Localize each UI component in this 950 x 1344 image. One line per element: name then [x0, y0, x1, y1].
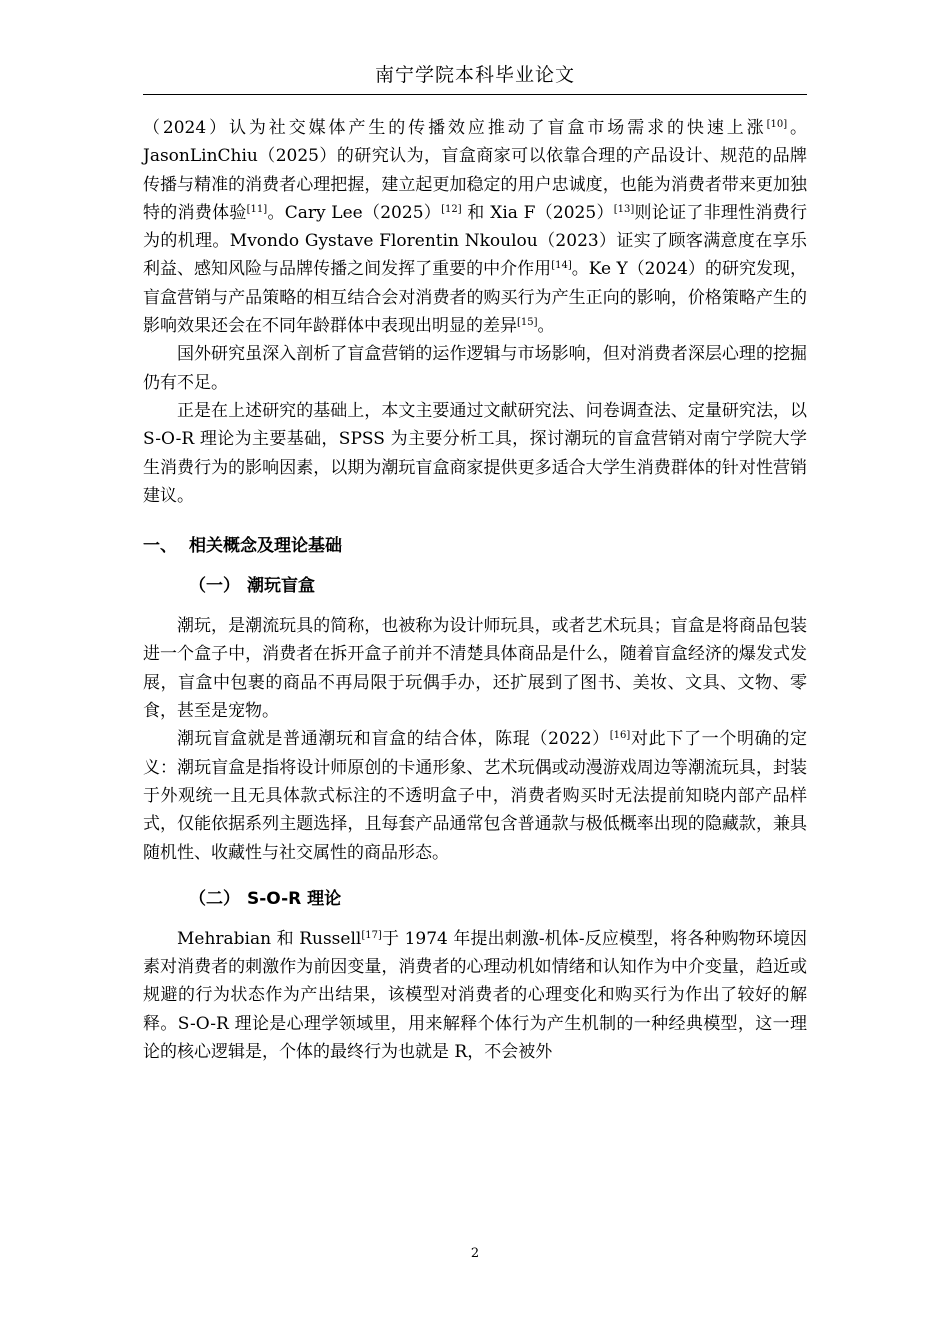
text-run: 潮玩盲盒就是普通潮玩和盲盒的结合体，陈琨（2022）: [177, 729, 610, 750]
text-run: 于 1974 年提出刺激-机体-反应模型，将各种购物环境因素对消费者的刺激作为前因变量，消费者的心理动机如情绪和认知作为中介变量，趋近或规避的行为状态作为产出结果，该模型对消费者的心理变化和购买行为作出了较好的解释。S-O-R 理论是心理学领域里，用来解释个体行为产生机制的一种经典模型，这一理论的核心逻辑是，个体的最终行为也就是 R，不会被外: [143, 928, 807, 1063]
paragraph-chaowan-definition: 潮玩，是潮流玩具的简称，也被称为设计师玩具，或者艺术玩具；盲盒是将商品包装进一个盒子中，消费者在拆开盒子前并不清楚具体商品是什么，随着盲盒经济的爆发式发展，盲盒中包裹的商品不再局限于玩偶手办，还扩展到了图书、美妆、文具、文物、零食，甚至是宠物。: [143, 616, 807, 722]
text-run: 。: [537, 316, 555, 337]
subsection-number: （二）: [189, 888, 240, 909]
citation-ref: [16]: [609, 730, 631, 742]
text-run: 和 Xia F（2025）: [461, 202, 614, 223]
section-heading: [143, 532, 807, 560]
citation-ref: [11]: [246, 203, 268, 215]
subsection-heading: [143, 885, 807, 913]
citation-ref: [12]: [441, 203, 462, 215]
section-title: 相关概念及理论基础: [189, 536, 342, 557]
citation-ref: [15]: [517, 317, 538, 329]
header-divider: [143, 94, 807, 95]
page-header-title: 南宁学院本科毕业论文: [374, 64, 575, 86]
subsection-title: S-O-R 理论: [247, 888, 342, 909]
text-run: 则论证了非理性消费行为的机理。Mvondo Gystave Florentin Nkoulou（2023）证实了顾客满意度在享乐利益、感知风险与品牌传播之间发挥了重要的中介作用: [143, 202, 808, 280]
section-number: 一、: [143, 536, 177, 557]
text-run: Mehrabian 和 Russell: [177, 928, 362, 949]
paragraph-research-method: 正是在上述研究的基础上，本文主要通过文献研究法、问卷调查法、定量研究法，以 S-O-R 理论为主要基础，SPSS 为主要分析工具，探讨潮玩的盲盒营销对南宁学院大学生消费行为的影响因素，以期为潮玩盲盒商家提供更多适合大学生消费群体的针对性营销建议。: [143, 400, 807, 506]
citation-ref: [14]: [551, 260, 572, 272]
text-run: 。Ke Y（2024）的研究发现，盲盒营销与产品策略的相互结合会对消费者的购买行为产生正向的影响，价格策略产生的影响效果还会在不同年龄群体中表现出明显的差异: [143, 259, 808, 337]
subsection-heading: [143, 572, 807, 600]
paragraph-sor-theory: [143, 925, 807, 1066]
paragraph-blind-box-definition: [143, 725, 807, 866]
subsection-title: 潮玩盲盒: [247, 576, 315, 597]
citation-ref: [10]: [766, 119, 788, 130]
subsection-number: （一）: [189, 576, 240, 597]
text-run: 对此下了一个明确的定义：潮玩盲盒是指将设计师原创的卡通形象、艺术玩偶或动漫游戏周边等潮流玩具，封装于外观统一且无具体款式标注的不透明盒子中，消费者购买时无法提前知晓内部产品样式，仅能依据系列主题选择，且每套产品通常包含普通款与极低概率出现的隐藏款，兼具随机性、收藏性与社交属性的商品形态。: [143, 729, 808, 863]
page-number: 2: [470, 1246, 480, 1261]
citation-ref: [13]: [613, 203, 635, 215]
text-run: （2024）认为社交媒体产生的传播效应推动了盲盒市场需求的快速上涨: [143, 118, 767, 138]
paragraph-foreign-research: [143, 114, 807, 340]
text-run: 。Cary Lee（2025）: [267, 202, 442, 223]
citation-ref: [17]: [361, 929, 382, 941]
document-body: [143, 114, 807, 1066]
paragraph-research-gap: 国外研究虽深入剖析了盲盒营销的运作逻辑与市场影响，但对消费者深层心理的挖掘仍有不足。: [143, 344, 807, 393]
text-run: 。JasonLinChiu（2025）的研究认为，盲盒商家可以依靠合理的产品设计、规范的品牌传播与精准的消费者心理把握，建立起更加稳定的用户忠诚度，也能为消费者带来更加独特的消费体验: [143, 118, 808, 223]
